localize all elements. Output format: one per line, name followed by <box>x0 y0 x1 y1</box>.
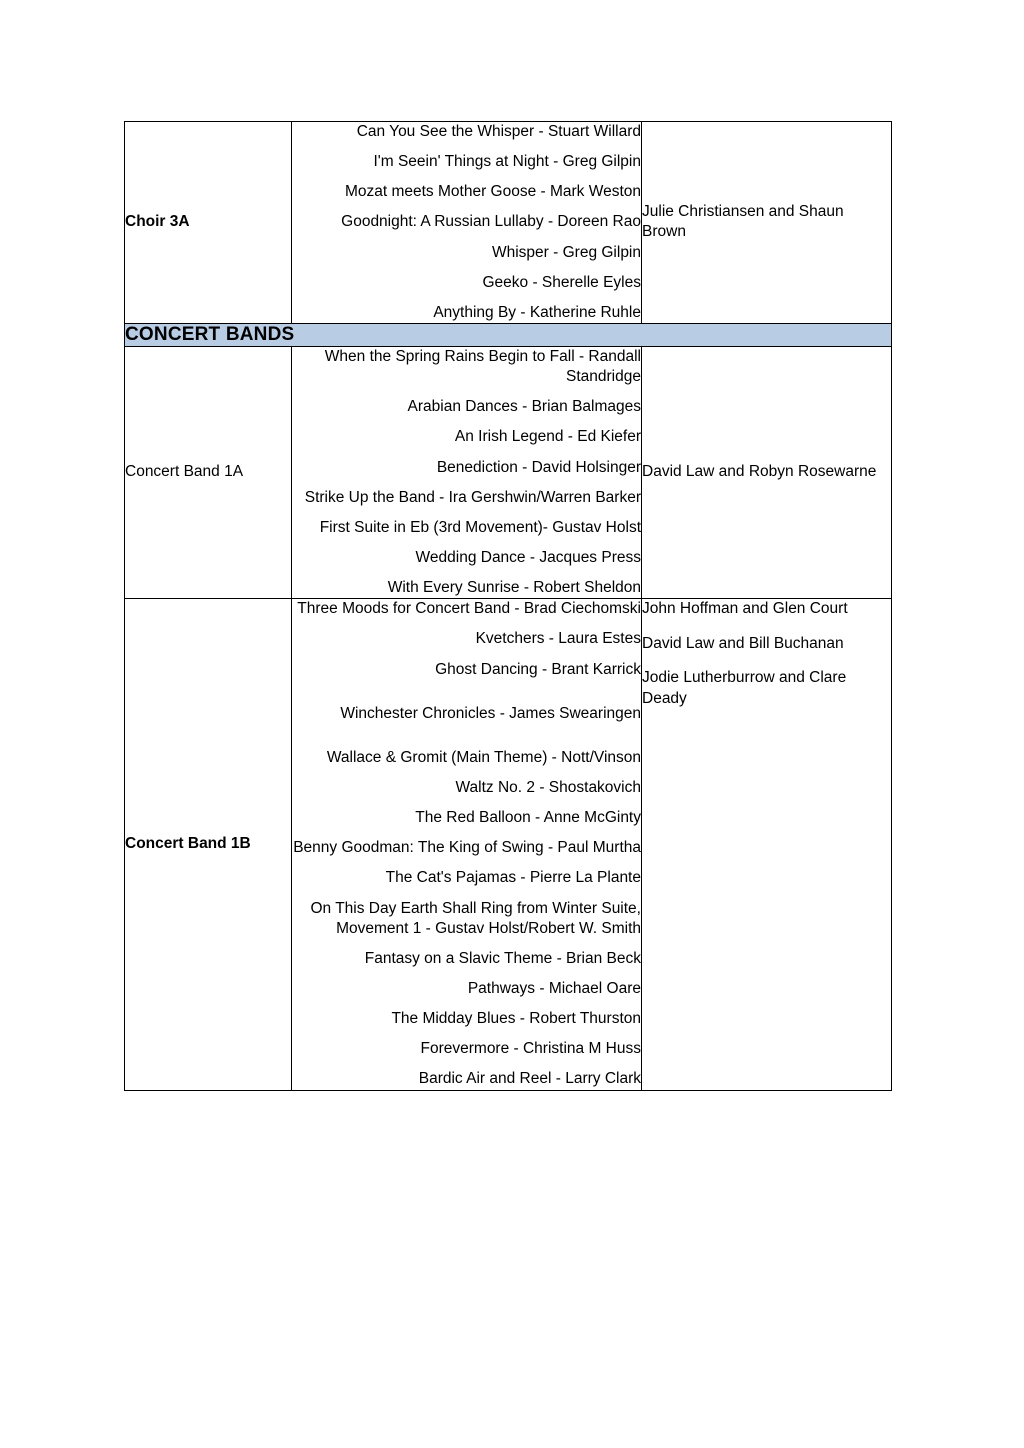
ensemble-name: Concert Band 1B <box>125 599 292 1090</box>
table-body <box>125 122 892 1091</box>
section-banner-label: CONCERT BANDS <box>125 323 892 346</box>
ensemble-name: Concert Band 1A <box>125 346 292 598</box>
directors-list <box>642 599 892 1090</box>
repertoire-table <box>124 121 892 1091</box>
repertoire-item: Pathways - Michael Oare <box>467 979 641 997</box>
repertoire-item: Winchester Chronicles - James Swearingen <box>340 704 641 722</box>
repertoire-item: Bardic Air and Reel - Larry Clark <box>418 1070 641 1088</box>
repertoire-item: Fantasy on a Slavic Theme - Brian Beck <box>364 949 641 967</box>
repertoire-item: Wallace & Gromit (Main Theme) - Nott/Vinson <box>326 748 641 766</box>
repertoire-item: Waltz No. 2 - Shostakovich <box>455 778 641 796</box>
director-item: Jodie Lutherburrow and Clare Deady <box>642 669 847 707</box>
director-item: John Hoffman and Glen Court <box>642 600 848 618</box>
repertoire-item: Forevermore - Christina M Huss <box>420 1040 641 1058</box>
repertoire-item: Kvetchers - Laura Estes <box>475 630 641 648</box>
repertoire-item: Whisper - Greg Gilpin <box>491 243 641 261</box>
repertoire-item: Ghost Dancing - Brant Karrick <box>435 660 641 678</box>
repertoire-list <box>292 122 642 324</box>
repertoire-item: With Every Sunrise - Robert Sheldon <box>387 579 641 597</box>
repertoire-item: Three Moods for Concert Band - Brad Ciechomski <box>297 600 641 618</box>
table-row <box>125 599 892 1090</box>
repertoire-item: The Red Balloon - Anne McGinty <box>415 809 641 827</box>
repertoire-item: An Irish Legend - Ed Kiefer <box>454 428 641 446</box>
director-item: David Law and Robyn Rosewarne <box>642 463 877 481</box>
directors-list <box>642 346 892 598</box>
repertoire-item: Geeko - Sherelle Eyles <box>482 273 641 291</box>
repertoire-item: Benediction - David Holsinger <box>436 458 641 476</box>
table-row <box>125 122 892 324</box>
section-banner-row <box>125 323 892 346</box>
repertoire-item: Arabian Dances - Brian Balmages <box>407 398 641 416</box>
repertoire-item: Mozat meets Mother Goose - Mark Weston <box>344 183 641 201</box>
ensemble-name: Choir 3A <box>125 122 292 324</box>
repertoire-item: Strike Up the Band - Ira Gershwin/Warren Barker <box>304 488 641 506</box>
directors-list <box>642 122 892 324</box>
repertoire-item: I'm Seein' Things at Night - Greg Gilpin <box>373 153 641 171</box>
repertoire-item: When the Spring Rains Begin to Fall - Randall Standridge <box>324 347 641 386</box>
table-row <box>125 346 892 598</box>
repertoire-list <box>292 346 642 598</box>
repertoire-item: Benny Goodman: The King of Swing - Paul Murtha <box>293 839 641 857</box>
repertoire-item: Can You See the Whisper - Stuart Willard <box>356 123 641 140</box>
repertoire-item: The Midday Blues - Robert Thurston <box>391 1010 641 1028</box>
repertoire-item: On This Day Earth Shall Ring from Winter Suite, Movement 1 - Gustav Holst/Robert W. Smith <box>310 899 641 937</box>
repertoire-item: Goodnight: A Russian Lullaby - Doreen Rao <box>341 213 641 231</box>
repertoire-item: First Suite in Eb (3rd Movement)- Gustav Holst <box>319 518 641 536</box>
repertoire-item: The Cat's Pajamas - Pierre La Plante <box>385 869 641 887</box>
director-item: Julie Christiansen and Shaun Brown <box>642 203 844 241</box>
repertoire-item: Wedding Dance - Jacques Press <box>415 548 641 566</box>
repertoire-list <box>292 599 642 1090</box>
repertoire-item: Anything By - Katherine Ruhle <box>433 303 641 321</box>
director-item: David Law and Bill Buchanan <box>642 634 844 652</box>
